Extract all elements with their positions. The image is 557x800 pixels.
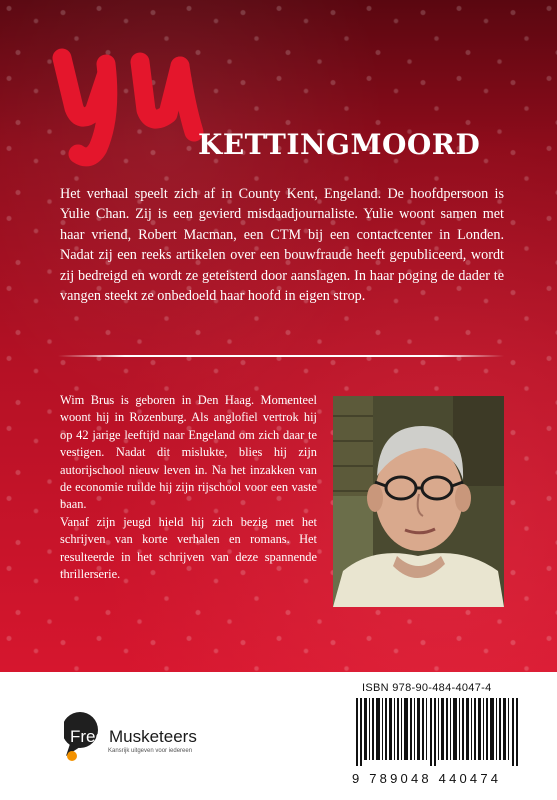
publisher-tagline: Kansrijk uitgeven voor iedereen	[108, 748, 193, 754]
publisher-name-musketeers: Musketeers	[108, 727, 197, 746]
yu-logo	[40, 36, 215, 171]
author-photo	[333, 396, 504, 607]
author-bio	[60, 392, 317, 583]
bio-paragraph-1: Wim Brus is geboren in Den Haag. Momenteel woont hij in Rozenburg. Als anglofiel vertrok hij op 42 jarige leeftijd naar Engeland om zich daar te vestigen. Nadat dit mislukte, blies hij zijn autorijschool nieuw leven in. Na het inzakken van de economie ruilde hij zijn rijschool voor een vaste baan.	[60, 393, 317, 512]
book-title: KETTINGMOORD	[198, 128, 481, 161]
divider	[58, 355, 504, 357]
bio-paragraph-2: Vanaf zijn jeugd hield hij zich bezig met het schrijven van korte verhalen en romans. Het resulteerde in het schrijven van deze spannende thrillerserie.	[60, 514, 317, 582]
synopsis-text: Het verhaal speelt zich af in County Kent, Engeland. De hoofdpersoon is Yulie Chan. Zij is een gevierd misdaadjournaliste. Yulie woont samen met haar vriend, Robert Macman, een CTM bij een contactcenter in Londen. Nadat zij een reeks artikelen over een bouwfraude heeft gepubliceerd, wordt zij bedreigd en wordt ze geteisterd door aanslagen. In haar poging de dader te vangen steekt ze onbedoeld haar hoofd in eigen strop.	[60, 186, 504, 305]
publisher-name-free: Free	[70, 727, 105, 746]
isbn-barcode	[356, 698, 518, 766]
barcode-number: 9 789048 440474	[352, 771, 502, 786]
isbn-label: ISBN 978-90-484-4047-4	[362, 682, 492, 694]
author-portrait-illustration	[333, 396, 504, 607]
publisher-name	[70, 727, 219, 747]
